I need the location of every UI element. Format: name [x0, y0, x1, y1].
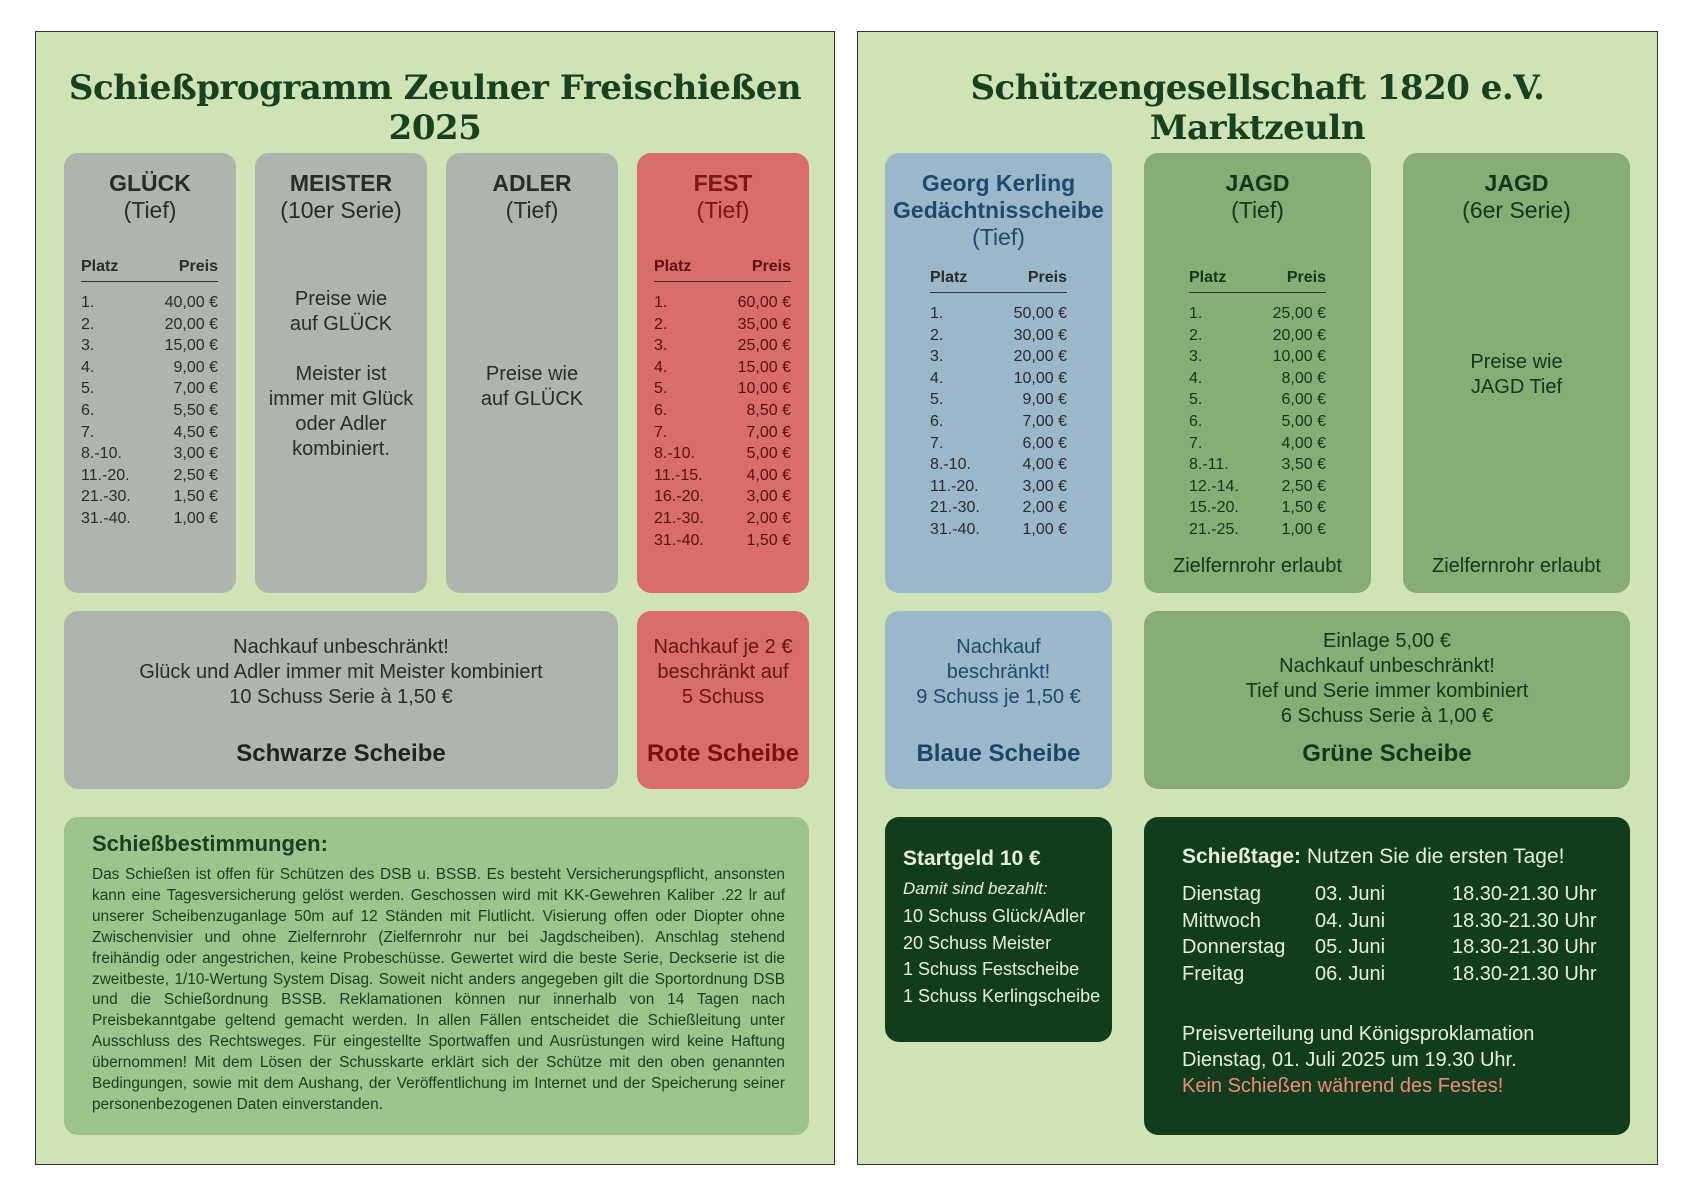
price-row	[81, 443, 218, 465]
price-cell: 60,00 €	[737, 294, 791, 311]
price-cell: 30,00 €	[1013, 326, 1067, 344]
price-row	[930, 389, 1067, 411]
startgeld-item: 1 Schuss Kerlingscheibe	[903, 985, 1101, 1006]
green-note-line1: Einlage 5,00 €	[1323, 630, 1451, 652]
place-cell: 21.-30.	[81, 488, 131, 506]
blue-note-line2: beschränkt!	[946, 661, 1051, 683]
price-cell: 10,00 €	[737, 380, 791, 398]
rote-scheibe-label: Rote Scheibe	[646, 740, 800, 767]
schiesstage-note: Nutzen Sie die ersten Tage!	[1306, 845, 1565, 868]
kerling-price-table	[930, 269, 1067, 541]
price-row	[654, 378, 791, 400]
price-row	[930, 368, 1067, 390]
price-table-header	[654, 258, 791, 282]
price-cell: 1,50 €	[173, 488, 218, 506]
black-note-line1: Nachkauf unbeschränkt!	[233, 636, 449, 658]
price-cell: 1,00 €	[1022, 520, 1067, 538]
price-cell: 3,00 €	[173, 445, 218, 463]
jagd-tief-card	[1144, 153, 1371, 593]
price-cell: 7,00 €	[1022, 412, 1067, 430]
right-page-title: Schützengesellschaft 1820 e.V. Marktzeuln	[970, 68, 1545, 148]
col-price: Preis	[1286, 269, 1326, 286]
jagd-tief-sub: (Tief)	[1231, 197, 1284, 223]
place-cell: 3.	[930, 348, 944, 366]
price-cell: 4,00 €	[1281, 434, 1326, 452]
place-cell: 4.	[930, 369, 944, 387]
price-cell: 1,00 €	[173, 509, 218, 527]
place-cell: 1.	[654, 294, 668, 311]
rules-text: Das Schießen ist offen für Schützen des DSB u. BSSB. Es besteht Versicherungspflicht, ansonsten kann eine Tagesversicherung gelöst werden. Geschossen wird mit KK-Gewehren Kaliber .22 lr auf unserer Scheibenzuganlage 50m auf 12 Ständen mit Flutlicht. Visierung offen oder Diopter ohne Zwischenvisier und ohne Zielfernrohr (Zielfernrohr nur bei Jagdscheiben). Anschlag stehend freihändig oder angestrichen, keine Probeschüsse. Gewertet wird die beste Serie, Deckserie ist die zweitbeste, 1/10-Wertung System Disag. Soweit nicht anders angegeben gilt die Sportordnung DSB und die Schießordnung BSSB. Reklamationen können nur innerhalb von 14 Tagen nach Preisbekanntgabe geltend gemacht werden. In allen Fällen entscheidet die Schießleitung unter Ausschluss des Rechtsweges. Für eingestellte Sportwaffen und Ausrüstungen wird keine Haftung übernommen! Mit dem Lösen der Schusskarte erklärt sich der Schütze mit den oben genannten Bedingungen, sowie mit dem Aushang, der Veröffentlichung im Internet und der Speicherung seiner personenbezogenen Daten einverstanden.	[92, 866, 785, 1113]
price-row	[81, 508, 218, 530]
price-cell: 5,00 €	[1281, 412, 1326, 430]
place-cell: 8.-11.	[1189, 456, 1229, 474]
blue-note-line1: Nachkauf	[956, 636, 1041, 658]
price-cell: 20,00 €	[1272, 326, 1326, 344]
place-cell: 5.	[930, 391, 944, 409]
place-cell: 12.-14.	[1189, 477, 1239, 495]
price-cell: 3,00 €	[746, 488, 791, 506]
place-cell: 31.-40.	[81, 509, 131, 527]
place-cell: 2.	[654, 315, 668, 333]
price-row	[81, 292, 218, 314]
schiesstage-card	[1144, 817, 1630, 1135]
startgeld-item: 1 Schuss Festscheibe	[903, 959, 1080, 979]
col-place: Platz	[81, 258, 119, 275]
col-place: Platz	[654, 258, 692, 275]
kerling-name2: Gedächtnisscheibe	[893, 197, 1104, 223]
place-cell: 31.-40.	[930, 520, 980, 538]
meister-text: Preise wie auf GLÜCK Meister ist immer mit Glück oder Adler kombiniert.	[268, 288, 414, 460]
schiesstage-heading	[1182, 845, 1564, 869]
jagd-serie-sub: (6er Serie)	[1462, 197, 1571, 223]
kerling-card	[885, 153, 1112, 593]
place-cell: 8.-10.	[930, 456, 971, 474]
place-cell: 7.	[81, 423, 95, 441]
rote-scheibe-card	[637, 611, 809, 789]
startgeld-item: 20 Schuss Meister	[903, 932, 1052, 953]
price-cell: 1,50 €	[746, 531, 791, 549]
price-row	[654, 357, 791, 379]
price-row	[654, 422, 791, 444]
place-cell: 3.	[1189, 348, 1203, 366]
price-row	[81, 378, 218, 400]
fest-name: FEST	[693, 170, 753, 196]
price-cell: 9,00 €	[173, 358, 218, 376]
gruene-scheibe-label: Grüne Scheibe	[1302, 740, 1472, 767]
price-cell: 50,00 €	[1013, 305, 1067, 322]
preisverteilung-date: Dienstag, 01. Juli 2025 um 19.30 Uhr.	[1182, 1049, 1517, 1071]
place-cell: 4.	[654, 358, 668, 376]
rules-card	[64, 817, 809, 1135]
price-cell: 5,00 €	[746, 445, 791, 463]
price-row	[1189, 411, 1326, 433]
adler-name: ADLER	[492, 170, 572, 196]
fest-price-table	[654, 258, 791, 551]
place-cell: 1.	[930, 305, 944, 322]
price-cell: 1,00 €	[1281, 520, 1326, 538]
place-cell: 2.	[1189, 326, 1203, 344]
place-cell: 4.	[1189, 369, 1203, 387]
place-cell: 11.-15.	[654, 466, 703, 484]
price-row	[1189, 303, 1326, 325]
price-row	[81, 486, 218, 508]
jagd-serie-card	[1403, 153, 1630, 593]
fest-warning: Kein Schießen während des Festes!	[1182, 1075, 1504, 1097]
price-row	[1189, 433, 1326, 455]
price-cell: 2,00 €	[746, 509, 791, 527]
schiesstage-row: Mittwoch 04. Juni 18.30-21.30 Uhr	[1182, 909, 1597, 932]
col-place: Platz	[1189, 269, 1227, 286]
blaue-scheibe-label: Blaue Scheibe	[916, 740, 1081, 767]
place-cell: 16.-20.	[654, 488, 704, 506]
startgeld-title: Startgeld 10 €	[903, 847, 1041, 870]
price-cell: 40,00 €	[164, 294, 218, 311]
price-cell: 2,00 €	[1022, 499, 1067, 517]
right-page	[857, 31, 1658, 1165]
price-cell: 20,00 €	[1013, 348, 1067, 366]
price-cell: 1,50 €	[1281, 499, 1326, 517]
black-note-line3: 10 Schuss Serie à 1,50 €	[229, 686, 453, 708]
place-cell: 21.-30.	[654, 509, 704, 527]
price-row	[81, 400, 218, 422]
price-row	[930, 476, 1067, 498]
price-row	[1189, 368, 1326, 390]
price-cell: 4,50 €	[173, 423, 218, 441]
price-row	[930, 454, 1067, 476]
price-table-header	[1189, 269, 1326, 293]
price-row	[1189, 519, 1326, 541]
left-page	[35, 31, 835, 1165]
place-cell: 4.	[81, 358, 95, 376]
schiesstage-row: Freitag 06. Juni 18.30-21.30 Uhr	[1182, 962, 1597, 985]
price-row	[1189, 454, 1326, 476]
place-cell: 8.-10.	[654, 445, 695, 463]
price-cell: 6,00 €	[1281, 391, 1326, 409]
place-cell: 11.-20.	[81, 466, 130, 484]
adler-card	[446, 153, 618, 593]
jagd-tief-name: JAGD	[1225, 170, 1290, 196]
meister-sub: (10er Serie)	[280, 197, 402, 223]
place-cell: 7.	[930, 434, 944, 452]
adler-text: Preise wie auf GLÜCK	[480, 363, 584, 410]
place-cell: 7.	[654, 423, 668, 441]
price-cell: 15,00 €	[164, 337, 218, 355]
price-row	[1189, 389, 1326, 411]
price-row	[654, 486, 791, 508]
place-cell: 3.	[81, 337, 95, 355]
price-cell: 9,00 €	[1022, 391, 1067, 409]
price-cell: 20,00 €	[164, 315, 218, 333]
price-row	[1189, 476, 1326, 498]
startgeld-card	[885, 817, 1112, 1042]
preisverteilung-line: Preisverteilung und Königsproklamation	[1182, 1023, 1535, 1045]
place-cell: 5.	[1189, 391, 1203, 409]
blaue-scheibe-card	[885, 611, 1112, 789]
price-cell: 7,00 €	[173, 380, 218, 398]
price-row	[1189, 346, 1326, 368]
red-note-line1: Nachkauf je 2 €	[653, 636, 793, 658]
green-note-line2: Nachkauf unbeschränkt!	[1279, 655, 1495, 677]
adler-sub: (Tief)	[505, 197, 559, 223]
price-cell: 2,50 €	[173, 466, 218, 484]
place-cell: 21.-30.	[930, 499, 980, 517]
price-cell: 6,00 €	[1022, 434, 1067, 452]
col-price: Preis	[178, 258, 218, 275]
startgeld-items	[903, 903, 1100, 1009]
red-note-line2: beschränkt auf	[657, 661, 789, 683]
price-row	[654, 314, 791, 336]
price-row	[930, 497, 1067, 519]
price-row	[930, 433, 1067, 455]
price-cell: 15,00 €	[737, 358, 791, 376]
price-cell: 25,00 €	[1272, 305, 1326, 322]
meister-name: MEISTER	[289, 170, 393, 196]
left-page-title: Schießprogramm Zeulner Freischießen 2025	[68, 68, 802, 148]
place-cell: 15.-20.	[1189, 499, 1239, 517]
schiesstage-title: Schießtage:	[1182, 845, 1302, 868]
price-row	[81, 422, 218, 444]
col-place: Platz	[930, 269, 968, 286]
price-row	[1189, 497, 1326, 519]
fest-card	[637, 153, 809, 593]
place-cell: 2.	[930, 326, 944, 344]
schwarze-scheibe-label: Schwarze Scheibe	[236, 740, 446, 767]
price-row	[930, 325, 1067, 347]
rules-title: Schießbestimmungen:	[92, 831, 328, 856]
price-row	[654, 443, 791, 465]
gluck-price-table	[81, 258, 218, 530]
black-note-line2: Glück und Adler immer mit Meister kombiniert	[139, 661, 543, 683]
price-table-header	[81, 258, 218, 282]
col-price: Preis	[751, 258, 791, 275]
kerling-name1: Georg Kerling	[921, 170, 1076, 196]
price-row	[81, 335, 218, 357]
place-cell: 1.	[81, 294, 95, 311]
green-note-line3: Tief und Serie immer kombiniert	[1245, 680, 1529, 702]
price-row	[81, 357, 218, 379]
price-cell: 4,00 €	[746, 466, 791, 484]
price-row	[654, 465, 791, 487]
kerling-sub: (Tief)	[972, 224, 1025, 250]
place-cell: 2.	[81, 315, 95, 333]
price-cell: 7,00 €	[746, 423, 791, 441]
price-cell: 3,50 €	[1281, 456, 1326, 474]
schiesstage-footer	[1182, 1021, 1534, 1099]
place-cell: 6.	[1189, 412, 1203, 430]
price-cell: 10,00 €	[1013, 369, 1067, 387]
jagd-serie-footer: Zielfernrohr erlaubt	[1432, 555, 1601, 577]
price-row	[654, 400, 791, 422]
price-row	[930, 346, 1067, 368]
price-row	[81, 465, 218, 487]
place-cell: 7.	[1189, 434, 1203, 452]
price-row	[930, 303, 1067, 325]
price-cell: 8,50 €	[746, 401, 791, 419]
green-note-line4: 6 Schuss Serie à 1,00 €	[1280, 705, 1494, 727]
jagd-serie-name: JAGD	[1484, 170, 1549, 196]
place-cell: 5.	[81, 380, 95, 398]
price-cell: 5,50 €	[173, 401, 218, 419]
gluck-name: GLÜCK	[109, 170, 191, 196]
price-row	[930, 519, 1067, 541]
startgeld-sub: Damit sind bezahlt:	[903, 879, 1048, 898]
schiesstage-row: Dienstag 03. Juni 18.30-21.30 Uhr	[1182, 883, 1597, 905]
jagd-serie-text: Preise wie JAGD Tief	[1470, 351, 1563, 398]
place-cell: 3.	[654, 337, 668, 355]
price-cell: 4,00 €	[1022, 456, 1067, 474]
gluck-sub: (Tief)	[123, 197, 177, 223]
place-cell: 31.-40.	[654, 531, 704, 549]
place-cell: 6.	[81, 401, 95, 419]
price-row	[654, 508, 791, 530]
blue-note-line3: 9 Schuss je 1,50 €	[916, 686, 1081, 708]
jagd-tief-price-table	[1189, 269, 1326, 541]
place-cell: 21.-25.	[1189, 520, 1239, 538]
gruene-scheibe-card	[1144, 611, 1630, 789]
place-cell: 8.-10.	[81, 445, 122, 463]
place-cell: 5.	[654, 380, 668, 398]
place-cell: 11.-20.	[930, 477, 979, 495]
price-cell: 10,00 €	[1272, 348, 1326, 366]
price-row	[654, 335, 791, 357]
price-table-header	[930, 269, 1067, 293]
place-cell: 6.	[930, 412, 944, 430]
jagd-tief-footer: Zielfernrohr erlaubt	[1173, 555, 1342, 577]
startgeld-item: 10 Schuss Glück/Adler	[903, 906, 1086, 926]
price-cell: 8,00 €	[1281, 369, 1326, 387]
place-cell: 6.	[654, 401, 668, 419]
schiesstage-table	[1182, 881, 1597, 987]
red-note-line3: 5 Schuss	[681, 686, 765, 708]
price-row	[81, 314, 218, 336]
price-cell: 2,50 €	[1281, 477, 1326, 495]
price-cell: 35,00 €	[737, 315, 791, 333]
schiesstage-row: Donnerstag 05. Juni 18.30-21.30 Uhr	[1182, 936, 1597, 958]
price-cell: 3,00 €	[1022, 477, 1067, 495]
gluck-card	[64, 153, 236, 593]
price-row	[1189, 325, 1326, 347]
price-row	[654, 530, 791, 552]
place-cell: 1.	[1189, 305, 1203, 322]
price-row	[930, 411, 1067, 433]
meister-card	[255, 153, 427, 593]
price-cell: 25,00 €	[737, 337, 791, 355]
fest-sub: (Tief)	[696, 197, 750, 223]
price-row	[654, 292, 791, 314]
schwarze-scheibe-card	[64, 611, 618, 789]
col-price: Preis	[1027, 269, 1067, 286]
